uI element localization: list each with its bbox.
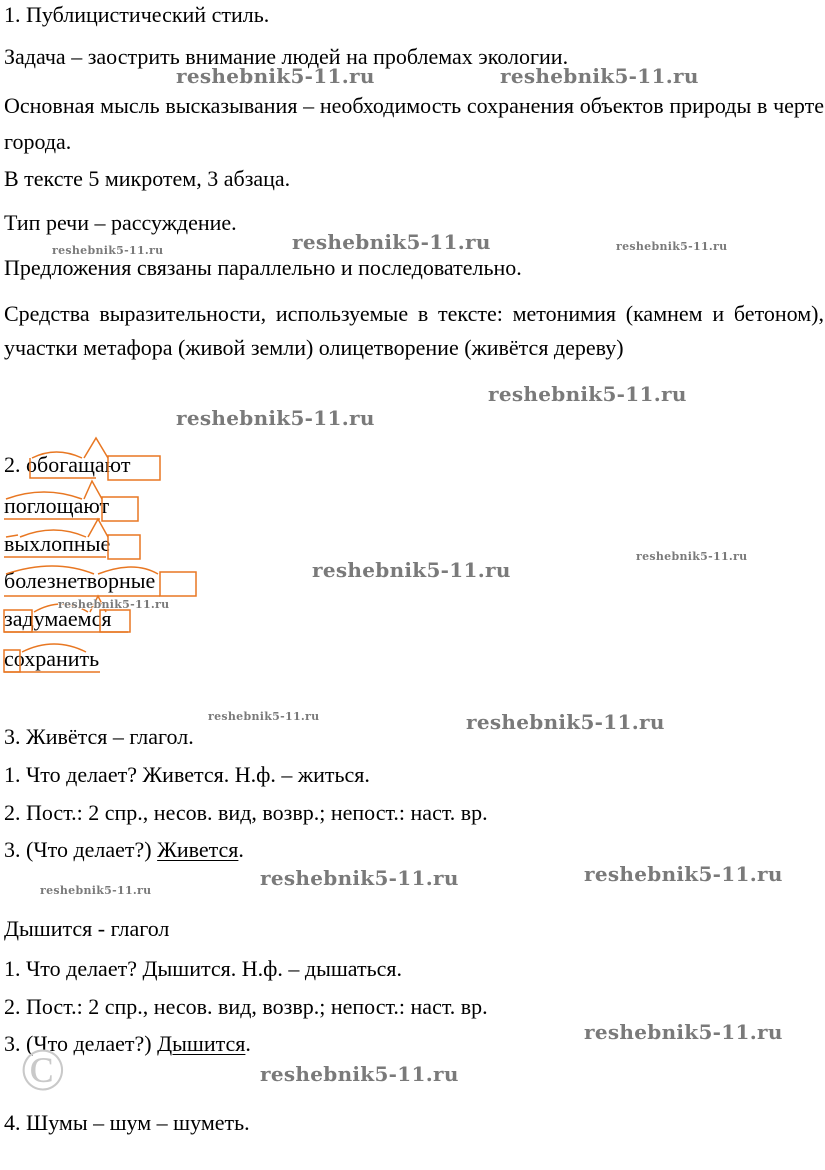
line-suffix: . [245,1031,251,1056]
section4-line: 4. Шумы – шум – шуметь. [4,1110,250,1135]
line-suffix: . [238,837,244,862]
underlined-predicate: Дышится [157,1031,246,1056]
watermark: reshebnik5-11.ru [466,710,665,734]
underlined-predicate: Живется [157,837,239,862]
microthemes-text: В тексте 5 микротем, 3 абзаца. [4,166,291,191]
watermark: reshebnik5-11.ru [58,598,170,611]
expressive-means-text: Средства выразительности, используемые в тексте: метонимия (камнем и бетоном), участки метафора (живой земли) олицетворение (живётся дереву) [4,301,824,360]
task-text: Задача – заострить внимание людей на проблемах экологии. [4,44,569,69]
watermark: reshebnik5-11.ru [260,1062,459,1086]
watermark: reshebnik5-11.ru [616,240,728,253]
speech-type-text: Тип речи – рассуждение. [4,210,237,235]
section2-number: 2. [4,452,21,477]
morph-word-text: болезнетворные [4,568,156,593]
watermark: reshebnik5-11.ru [636,550,748,563]
watermark: reshebnik5-11.ru [488,382,687,406]
watermark: reshebnik5-11.ru [176,64,375,88]
watermark: reshebnik5-11.ru [176,406,375,430]
watermark: reshebnik5-11.ru [312,558,511,582]
line-prefix: 3. (Что делает?) [4,837,158,862]
morph-word-text: обогащают [26,452,131,477]
watermark: reshebnik5-11.ru [500,64,699,88]
morph-word-text: задумаемся [4,606,112,631]
watermark: reshebnik5-11.ru [292,230,491,254]
section3-line-3 [4,837,244,863]
section3-line-1: 1. Что делает? Живется. Н.ф. – житься. [4,762,370,787]
section3b-heading: Дышится - глагол [4,916,170,941]
section1-heading: 1. Публицистический стиль. [4,2,270,27]
watermark: reshebnik5-11.ru [584,862,783,886]
watermark: reshebnik5-11.ru [52,244,164,257]
morph-word-text: поглощают [4,493,110,518]
watermark: reshebnik5-11.ru [584,1020,783,1044]
morph-word-6 [4,646,99,672]
watermark: reshebnik5-11.ru [40,884,152,897]
section3-line-2: 2. Пост.: 2 спр., несов. вид, возвр.; непост.: наст. вр. [4,800,488,825]
line-prefix: 3. (Что делает?) [4,1031,158,1056]
main-idea-text: Основная мысль высказывания – необходимость сохранения объектов природы в черте города. [4,93,824,154]
watermark: reshebnik5-11.ru [208,710,320,723]
morpheme-marks [4,620,134,676]
morph-word-text: выхлопные [4,531,111,556]
copyright-mark: © [20,1037,66,1103]
connection-text: Предложения связаны параллельно и последовательно. [4,255,522,280]
watermark: reshebnik5-11.ru [260,866,459,890]
section3-heading: 3. Живётся – глагол. [4,724,194,749]
morph-word-text: сохранить [4,646,100,671]
section3b-line-1: 1. Что делает? Дышится. Н.ф. – дышаться. [4,956,403,981]
section3b-line-2: 2. Пост.: 2 спр., несов. вид, возвр.; непост.: наст. вр. [4,994,488,1019]
